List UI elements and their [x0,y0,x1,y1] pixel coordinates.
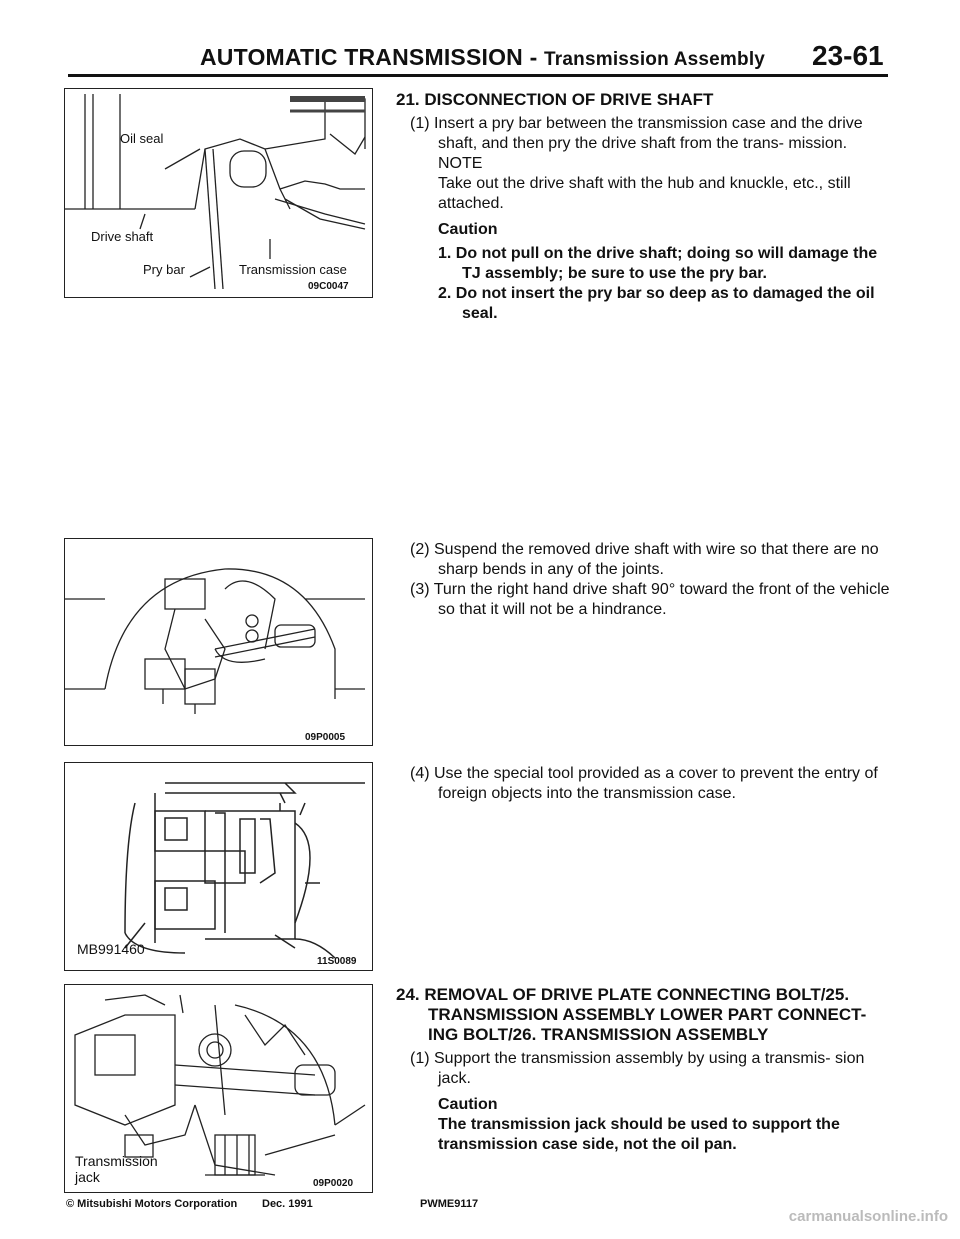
section-24-caution-label: Caution [438,1096,498,1113]
page-title: AUTOMATIC TRANSMISSION - Transmission Assembly [200,44,766,70]
caution-item-2: 2. Do not insert the pry bar so deep as to damaged the oil seal. [438,285,875,322]
watermark: carmanualsonline.info [788,1208,948,1225]
note-label: NOTE [438,155,483,172]
step-4-block [396,764,892,804]
header-rule [68,74,888,77]
step-3-text: (3) Turn the right hand drive shaft 90° toward the front of the vehicle so that it will not be a hindrance. [410,581,890,618]
figure-code: 09P0005 [305,732,346,743]
footer-doc-code: PWME9117 [420,1198,479,1210]
figure-code: 11S0089 [317,956,357,967]
label-oil-seal: Oil seal [120,131,164,146]
section-24-heading: 24. REMOVAL OF DRIVE PLATE CONNECTING BOLT/25. TRANSMISSION ASSEMBLY LOWER PART CONNECT- ING BOLT/26. TRANSMISSION ASSEMBLY [396,985,867,1044]
section-21-heading: 21. DISCONNECTION OF DRIVE SHAFT [396,90,714,109]
step-1-text: (1) Insert a pry bar between the transmission case and the drive shaft, and then pry the drive shaft from the trans- mission. [410,115,863,152]
figure-code: 09P0020 [313,1178,354,1189]
note-text: Take out the drive shaft with the hub and knuckle, etc., still attached. [438,175,851,212]
section-21 [396,90,892,324]
footer-date: Dec. 1991 [262,1198,313,1210]
figure-transmission-jack [64,984,373,1193]
label-mb991460: MB991460 [77,941,145,957]
figure-special-tool [64,762,373,971]
label-jack: jack [75,1169,100,1185]
figure-special-tool-illustration [65,763,372,970]
caution-item-1: 1. Do not pull on the drive shaft; doing so will damage the TJ assembly; be sure to use the pry bar. [438,245,878,282]
step-4-text: (4) Use the special tool provided as a cover to prevent the entry of foreign objects into the transmission case. [410,765,878,802]
page-header [0,0,960,80]
page-number: 23-61 [812,40,884,71]
figure-drive-shaft-pry [64,88,373,298]
figure-suspension-illustration [65,539,372,745]
section-24-caution-text: The transmission jack should be used to support the transmission case side, not the oil pan. [438,1116,840,1153]
section-24-step-1: (1) Support the transmission assembly by using a transmis- sion jack. [410,1050,865,1087]
figure-code: 09C0047 [308,281,349,292]
label-drive-shaft: Drive shaft [91,229,154,244]
figure-suspended-drive-shaft [64,538,373,746]
label-transmission: Transmission [75,1153,158,1169]
section-24 [396,985,892,1155]
footer-copyright: © Mitsubishi Motors Corporation [66,1198,238,1210]
label-transmission-case: Transmission case [239,262,347,277]
caution-label: Caution [438,221,498,238]
step-2-text: (2) Suspend the removed drive shaft with wire so that there are no sharp bends in any of the joints. [410,541,879,578]
step-2-block [396,540,892,620]
label-pry-bar: Pry bar [143,262,185,277]
